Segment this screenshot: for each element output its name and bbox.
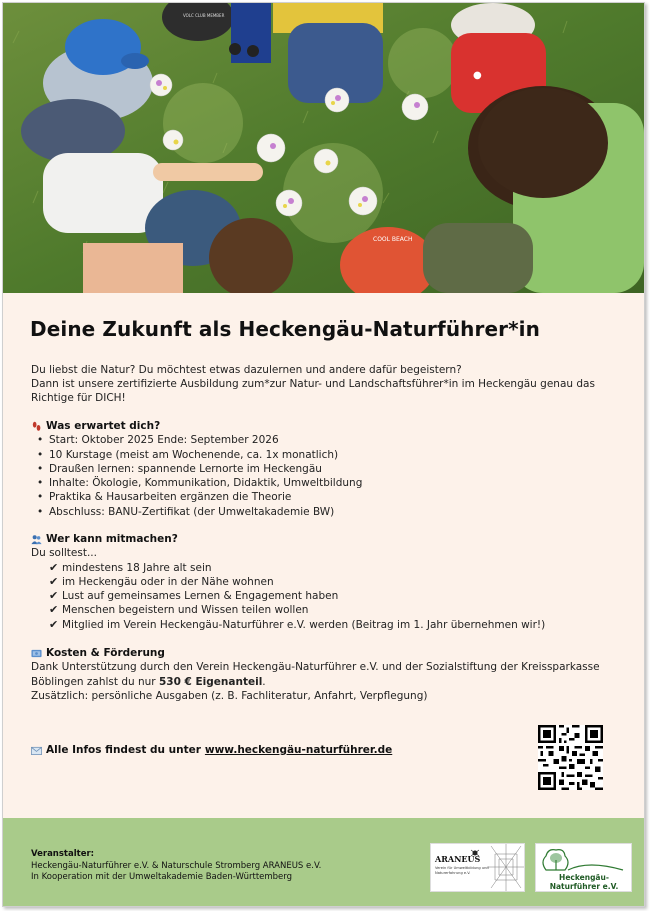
checkmark-icon: ✔	[49, 560, 59, 574]
header-photo	[3, 3, 644, 293]
intro-line-1: Du liebst die Natur? Du möchtest etwas dazulernen und andere dafür begeistern?	[31, 364, 462, 376]
section-costs-heading	[31, 646, 611, 660]
list-item	[49, 618, 611, 632]
mail-icon	[31, 745, 42, 756]
section-who	[31, 532, 611, 632]
araneus-subtitle: Verein für Umweltbildung und Naturerfahrung e.V.	[435, 866, 489, 875]
costs-amount: 530 € Eigenanteil	[158, 675, 263, 688]
organizer-info	[31, 849, 321, 884]
costs-extra: Zusätzlich: persönliche Ausgaben (z. B. Fachliteratur, Anfahrt, Verpflegung)	[31, 689, 428, 702]
svg-text:●: ●	[473, 70, 482, 81]
list-item	[49, 561, 611, 575]
section-expect-heading	[31, 419, 611, 433]
list-item: • 10 Kurstage (meist am Wochenende, ca. 1x monatlich)	[49, 448, 611, 462]
list-item	[49, 575, 611, 589]
section-expect-title: Was erwartet dich?	[46, 420, 161, 432]
who-lead: Du solltest...	[31, 547, 97, 560]
info-text: Alle Infos findest du unter	[46, 744, 201, 756]
list-item-text: im Heckengäu oder in der Nähe wohnen	[62, 575, 274, 588]
list-item: • Abschluss: BANU-Zertifikat (der Umweltakademie BW)	[49, 505, 611, 519]
organizer-label: Veranstalter:	[31, 849, 95, 859]
page-title: Deine Zukunft als Heckengäu-Naturführer*in	[30, 317, 540, 341]
content-area	[3, 293, 644, 818]
shirt-print: VOLC CLUB MEMBER	[183, 13, 225, 18]
list-item: • Praktika & Hausarbeiten ergänzen die Theorie	[49, 490, 611, 504]
checkmark-icon: ✔	[49, 589, 59, 603]
checkmark-icon: ✔	[49, 603, 59, 617]
costs-text	[31, 660, 611, 689]
list-item-text: Menschen begeistern und Wissen teilen wollen	[62, 604, 309, 617]
list-item	[49, 589, 611, 603]
website-link[interactable]: www.heckengäu-naturführer.de	[204, 744, 393, 756]
section-costs	[31, 646, 611, 703]
costs-text-end: .	[262, 675, 266, 688]
list-item: • Inhalte: Ökologie, Kommunikation, Didaktik, Umweltbildung	[49, 476, 611, 490]
info-line	[31, 743, 611, 757]
list-item: • Start: Oktober 2025 Ende: September 2026	[49, 433, 611, 447]
who-list	[31, 561, 611, 632]
heckengaeu-title: Heckengäu- Naturführer e.V.	[549, 873, 619, 891]
list-item-text: Mitglied im Verein Heckengäu-Naturführer e.V. werden (Beitrag im 1. Jahr übernehmen wir!)	[62, 618, 546, 631]
araneus-title: ARANEUS	[435, 854, 481, 864]
list-item	[49, 603, 611, 617]
poster	[2, 2, 645, 907]
people-icon	[31, 534, 42, 545]
money-icon	[31, 648, 42, 659]
heckengaeu-logo	[535, 843, 632, 892]
info-heading	[31, 743, 611, 757]
section-costs-title: Kosten & Förderung	[46, 647, 165, 659]
intro-line-2: Dann ist unsere zertifizierte Ausbildung zum*zur Natur- und Landschaftsführer*in im Heckengäu genau das Richtige für DICH!	[31, 378, 595, 404]
qr-code	[538, 725, 603, 790]
tree-icon	[536, 844, 631, 876]
footer	[3, 818, 644, 906]
checkmark-icon: ✔	[49, 574, 59, 588]
costs-text-main: Dank Unterstützung durch den Verein Heckengäu-Naturführer e.V. und der Sozialstiftung der Kreissparkasse Böblingen zahlst du nur	[31, 661, 600, 688]
araneus-logo	[430, 843, 525, 892]
checkmark-icon: ✔	[49, 617, 59, 631]
organizer-line-2: In Kooperation mit der Umweltakademie Baden-Württemberg	[31, 872, 293, 882]
intro-text	[31, 363, 611, 405]
section-who-title: Wer kann mitmachen?	[46, 533, 178, 545]
organizer-line-1: Heckengäu-Naturführer e.V. & Naturschule Stromberg ARANEUS e.V.	[31, 860, 322, 871]
cap-print: COOL BEACH	[373, 236, 413, 243]
footprints-icon	[31, 421, 42, 432]
section-expect	[31, 419, 611, 519]
list-item-text: mindestens 18 Jahre alt sein	[62, 561, 212, 574]
list-item: • Draußen lernen: spannende Lernorte im Heckengäu	[49, 462, 611, 476]
list-item-text: Lust auf gemeinsames Lernen & Engagement haben	[62, 590, 339, 603]
section-who-heading	[31, 532, 611, 546]
expect-list	[31, 433, 611, 519]
